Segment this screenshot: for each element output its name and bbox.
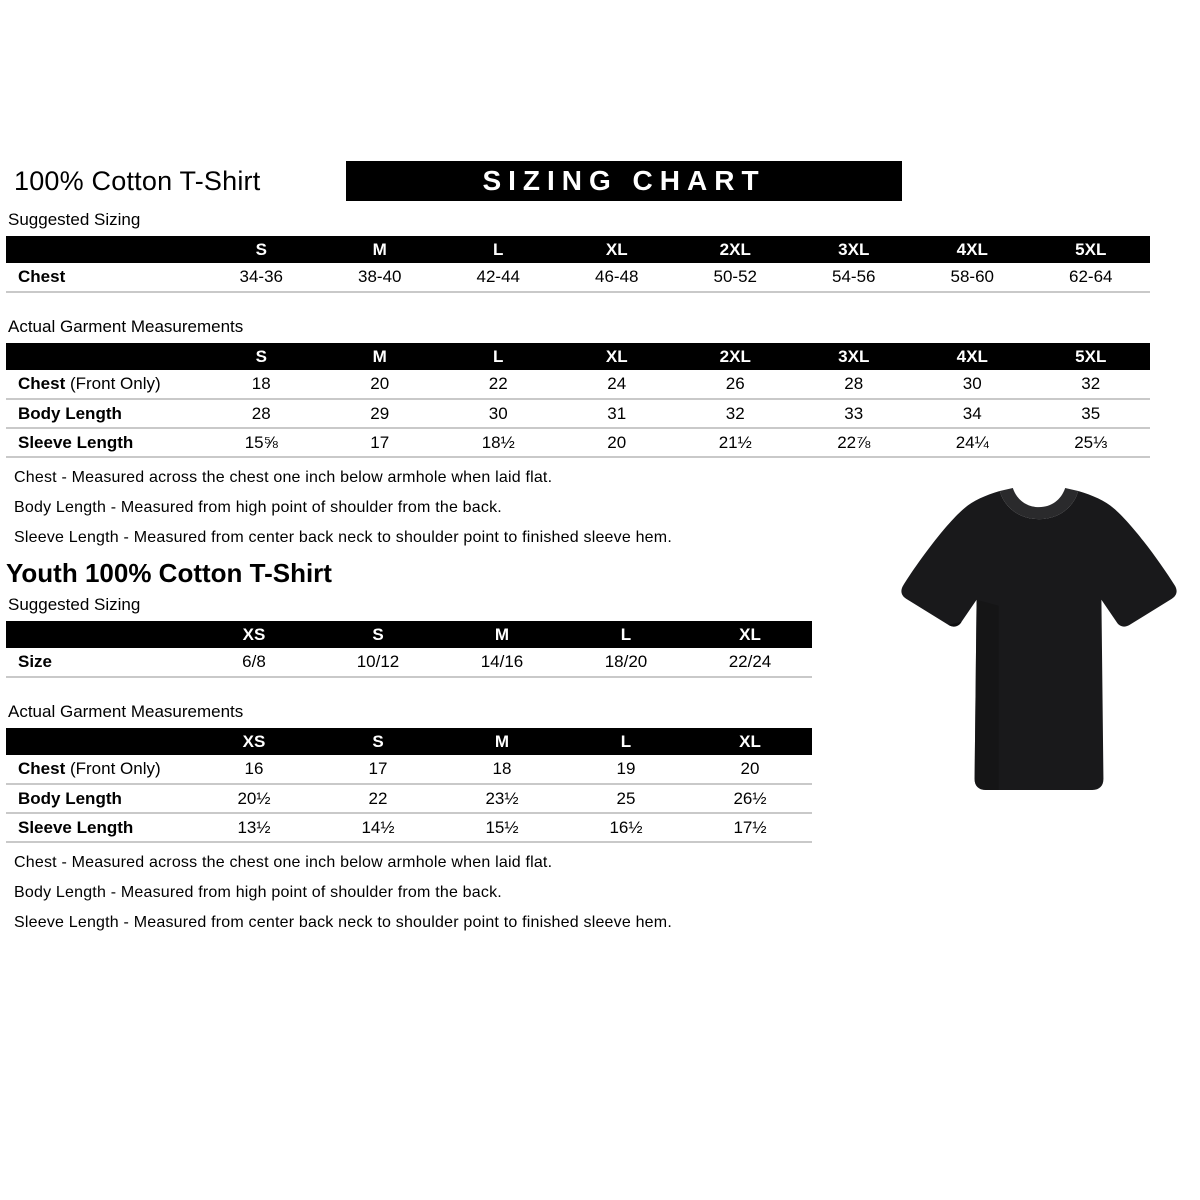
measurement-cell: 20	[740, 759, 760, 778]
size-column-header: 2XL	[676, 343, 795, 370]
size-column-header: L	[439, 236, 558, 263]
measurement-cell: 50-52	[713, 267, 757, 286]
row-label: Body Length	[18, 788, 122, 808]
measurement-cell: 10/12	[356, 652, 400, 671]
measurement-cell: 24	[607, 374, 627, 393]
measurement-cell: 18/20	[604, 652, 648, 671]
measurement-row	[6, 813, 812, 842]
measurement-cell: 14/16	[480, 652, 524, 671]
measurement-cell: 17½	[733, 817, 767, 837]
measurement-cell: 17	[370, 432, 390, 452]
measurement-row	[6, 755, 812, 784]
measurement-cell: 32	[1081, 374, 1101, 393]
measurement-cell: 23½	[485, 788, 519, 808]
size-column-header: 3XL	[795, 343, 914, 370]
measurement-cell: 20	[370, 374, 390, 393]
adult-actual-table	[6, 343, 1150, 458]
measurement-cell: 16½	[609, 817, 643, 837]
adult-suggested-sizing-label: Suggested Sizing	[8, 210, 141, 229]
measurement-cell: 19	[616, 759, 636, 778]
measurement-cell: 46-48	[595, 267, 639, 286]
youth-section-title: Youth 100% Cotton T-Shirt	[6, 558, 332, 588]
note-chest: Chest - Measured across the chest one inch below armhole when laid flat.	[14, 469, 553, 486]
size-column-header: L	[564, 621, 688, 648]
row-label: Chest (Front Only)	[18, 374, 161, 393]
youth-suggested-sizing-label: Suggested Sizing	[8, 595, 141, 614]
measurement-row	[6, 784, 812, 813]
youth-notes	[14, 853, 1200, 933]
measurement-row	[6, 370, 1150, 399]
measurement-cell: 42-44	[476, 267, 520, 286]
row-label: Sleeve Length	[18, 432, 134, 452]
header-spacer	[6, 343, 202, 370]
measurement-cell: 54-56	[832, 267, 876, 286]
row-label: Chest (Front Only)	[18, 759, 161, 778]
header-row	[14, 166, 1200, 204]
measurement-cell: 22	[488, 374, 508, 393]
size-column-header: S	[316, 728, 440, 755]
size-header-row	[6, 621, 812, 648]
size-column-header: M	[321, 343, 440, 370]
size-column-header: S	[202, 236, 321, 263]
measurement-cell: 34	[962, 403, 982, 423]
measurement-cell: 22	[368, 788, 388, 808]
size-column-header: XS	[192, 621, 316, 648]
measurement-cell: 30	[962, 374, 982, 393]
size-column-header: 5XL	[1032, 343, 1151, 370]
measurement-cell: 29	[370, 403, 390, 423]
size-column-header: XL	[558, 236, 677, 263]
measurement-cell: 20½	[237, 788, 271, 808]
measurement-cell: 58-60	[950, 267, 994, 286]
measurement-cell: 18½	[481, 432, 515, 452]
measurement-cell: 22⅞	[837, 432, 871, 452]
measurement-cell: 26	[725, 374, 745, 393]
size-column-header: XL	[688, 728, 812, 755]
measurement-cell: 16	[244, 759, 264, 778]
measurement-row	[6, 648, 812, 677]
measurement-cell: 13½	[237, 817, 271, 837]
measurement-cell: 21½	[718, 432, 752, 452]
measurement-row	[6, 399, 1150, 428]
measurement-cell: 34-36	[239, 267, 283, 286]
size-column-header: 3XL	[795, 236, 914, 263]
adult-section-title: 100% Cotton T-Shirt	[14, 166, 261, 196]
measurement-cell: 15½	[485, 817, 519, 837]
measurement-cell: 28	[844, 374, 864, 393]
measurement-cell: 15⅝	[244, 432, 278, 452]
size-header-row	[6, 728, 812, 755]
measurement-cell: 35	[1081, 403, 1101, 423]
measurement-cell: 18	[251, 374, 271, 393]
measurement-cell: 6/8	[242, 652, 266, 671]
measurement-cell: 32	[725, 403, 745, 423]
size-column-header: 5XL	[1032, 236, 1151, 263]
header-spacer	[6, 621, 192, 648]
size-column-header: XL	[688, 621, 812, 648]
youth-actual-table	[6, 728, 812, 843]
size-column-header: M	[440, 728, 564, 755]
measurement-cell: 22/24	[728, 652, 772, 671]
size-column-header: M	[321, 236, 440, 263]
sizing-chart-banner: SIZING CHART	[346, 161, 902, 201]
size-column-header: M	[440, 621, 564, 648]
measurement-cell: 38-40	[358, 267, 402, 286]
row-label: Size	[18, 652, 53, 671]
measurement-cell: 30	[488, 403, 508, 423]
measurement-cell: 24¼	[955, 432, 989, 452]
row-label: Body Length	[18, 403, 122, 423]
size-column-header: 2XL	[676, 236, 795, 263]
header-spacer	[6, 236, 202, 263]
tshirt-graphic	[888, 476, 1190, 810]
size-column-header: S	[202, 343, 321, 370]
size-column-header: 4XL	[913, 343, 1032, 370]
measurement-cell: 28	[251, 403, 271, 423]
size-column-header: L	[439, 343, 558, 370]
size-column-header: 4XL	[913, 236, 1032, 263]
measurement-cell: 25	[616, 788, 636, 808]
measurement-row	[6, 263, 1150, 292]
note-chest: Chest - Measured across the chest one inch below armhole when laid flat.	[14, 854, 553, 871]
measurement-cell: 33	[844, 403, 864, 423]
size-column-header: L	[564, 728, 688, 755]
youth-suggested-table	[6, 621, 812, 678]
row-label: Sleeve Length	[18, 817, 134, 837]
tshirt-image	[888, 476, 1190, 810]
measurement-row	[6, 428, 1150, 457]
measurement-cell: 14½	[361, 817, 395, 837]
measurement-cell: 18	[492, 759, 512, 778]
measurement-cell: 17	[368, 759, 388, 778]
note-body-length: Body Length - Measured from high point of shoulder from the back.	[14, 884, 502, 901]
row-label: Chest	[18, 267, 66, 286]
measurement-cell: 31	[607, 403, 627, 423]
size-column-header: XS	[192, 728, 316, 755]
note-body-length: Body Length - Measured from high point of shoulder from the back.	[14, 499, 502, 516]
measurement-cell: 62-64	[1069, 267, 1113, 286]
size-column-header: XL	[558, 343, 677, 370]
note-sleeve-length: Sleeve Length - Measured from center back neck to shoulder point to finished sleeve hem.	[14, 914, 672, 931]
measurement-cell: 25⅓	[1074, 432, 1108, 452]
measurement-cell: 26½	[733, 788, 767, 808]
adult-suggested-table	[6, 236, 1150, 293]
size-column-header: S	[316, 621, 440, 648]
youth-actual-garment-label: Actual Garment Measurements	[8, 702, 244, 721]
size-header-row	[6, 236, 1150, 263]
header-spacer	[6, 728, 192, 755]
size-header-row	[6, 343, 1150, 370]
measurement-cell: 20	[607, 432, 627, 452]
note-sleeve-length: Sleeve Length - Measured from center back neck to shoulder point to finished sleeve hem.	[14, 529, 672, 546]
adult-actual-garment-label: Actual Garment Measurements	[8, 317, 244, 336]
